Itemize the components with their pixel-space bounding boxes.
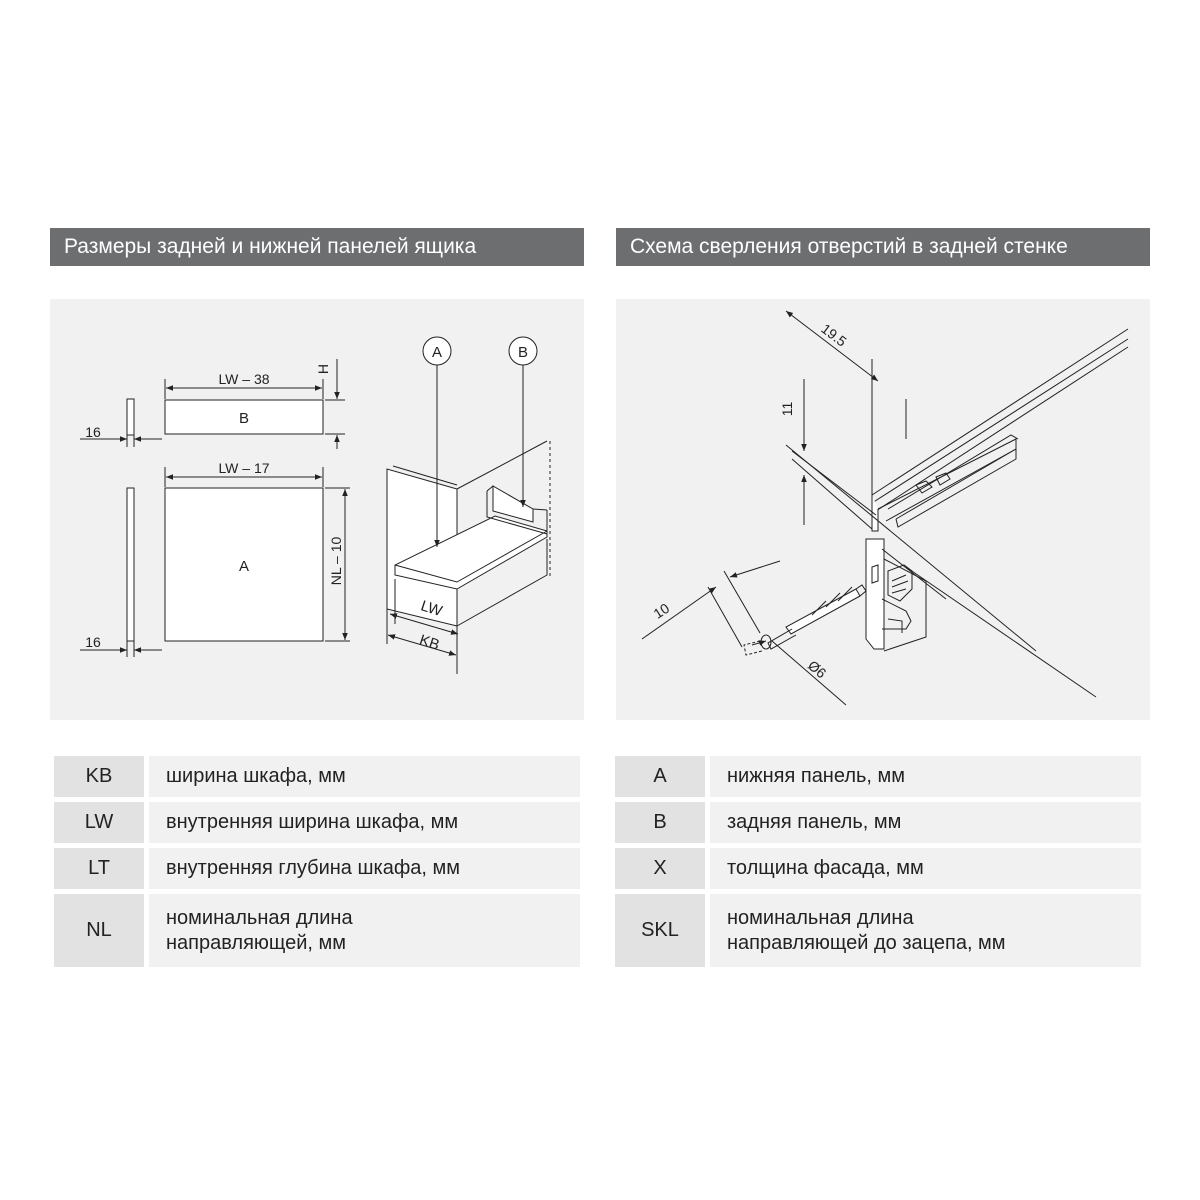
legend-row bbox=[54, 756, 580, 797]
panel-a-label: A bbox=[238, 558, 250, 575]
legend-description: внутренняя ширина шкафа, мм bbox=[149, 802, 580, 843]
drawer-isometric bbox=[387, 441, 550, 626]
panel-b-edge bbox=[127, 399, 134, 435]
left-section-title: Размеры задней и нижней панелей ящика bbox=[50, 228, 584, 266]
legend-description: ширина шкафа, мм bbox=[149, 756, 580, 797]
panels-dimension-drawing bbox=[50, 299, 584, 720]
right-section-title: Схема сверления отверстий в задней стенке bbox=[616, 228, 1150, 266]
left-legend-table bbox=[54, 756, 580, 972]
dim-lw17-label: LW – 17 bbox=[218, 460, 270, 476]
callout-b-label: B bbox=[517, 344, 529, 361]
right-legend-table bbox=[615, 756, 1141, 972]
callout-a-label: A bbox=[431, 344, 443, 361]
legend-code: X bbox=[615, 848, 705, 889]
drill-bit bbox=[744, 585, 866, 655]
dim-16-bottom-label: 16 bbox=[85, 634, 101, 650]
legend-code: LT bbox=[54, 848, 144, 889]
dim-lw-label: LW bbox=[418, 597, 445, 621]
coupling-part bbox=[866, 539, 946, 651]
panel-b-label: B bbox=[238, 410, 250, 427]
dim-16-top-label: 16 bbox=[85, 424, 101, 440]
legend-code: NL bbox=[54, 894, 144, 967]
legend-row bbox=[54, 848, 580, 889]
legend-description: нижняя панель, мм bbox=[710, 756, 1141, 797]
legend-code: B bbox=[615, 802, 705, 843]
legend-description: номинальная длина направляющей, мм bbox=[149, 894, 580, 967]
legend-code: A bbox=[615, 756, 705, 797]
dim-d6-label: Ø6 bbox=[804, 657, 830, 682]
dim-kb-label: KB bbox=[417, 631, 442, 654]
legend-code: SKL bbox=[615, 894, 705, 967]
drilling-scheme-diagram bbox=[616, 299, 1150, 720]
legend-code: LW bbox=[54, 802, 144, 843]
legend-row bbox=[54, 894, 580, 967]
dim-11-label: 11 bbox=[779, 401, 795, 417]
legend-description: внутренняя глубина шкафа, мм bbox=[149, 848, 580, 889]
runner-rail bbox=[872, 329, 1128, 531]
drilling-scheme-drawing bbox=[616, 299, 1150, 720]
legend-row bbox=[615, 756, 1141, 797]
legend-row bbox=[615, 802, 1141, 843]
legend-description: толщина фасада, мм bbox=[710, 848, 1141, 889]
panels-dimension-diagram bbox=[50, 299, 584, 720]
legend-row bbox=[615, 894, 1141, 967]
dim-19-5-label: 19.5 bbox=[818, 320, 850, 350]
dim-h-label: H bbox=[315, 363, 331, 375]
legend-description: номинальная длина направляющей до зацепа, мм bbox=[710, 894, 1141, 967]
legend-row bbox=[54, 802, 580, 843]
dim-nl10-label: NL – 10 bbox=[328, 536, 344, 586]
dim-10-label: 10 bbox=[650, 599, 673, 622]
legend-code: KB bbox=[54, 756, 144, 797]
dim-lw38-label: LW – 38 bbox=[218, 371, 270, 387]
legend-description: задняя панель, мм bbox=[710, 802, 1141, 843]
legend-row bbox=[615, 848, 1141, 889]
panel-a-edge bbox=[127, 488, 134, 641]
